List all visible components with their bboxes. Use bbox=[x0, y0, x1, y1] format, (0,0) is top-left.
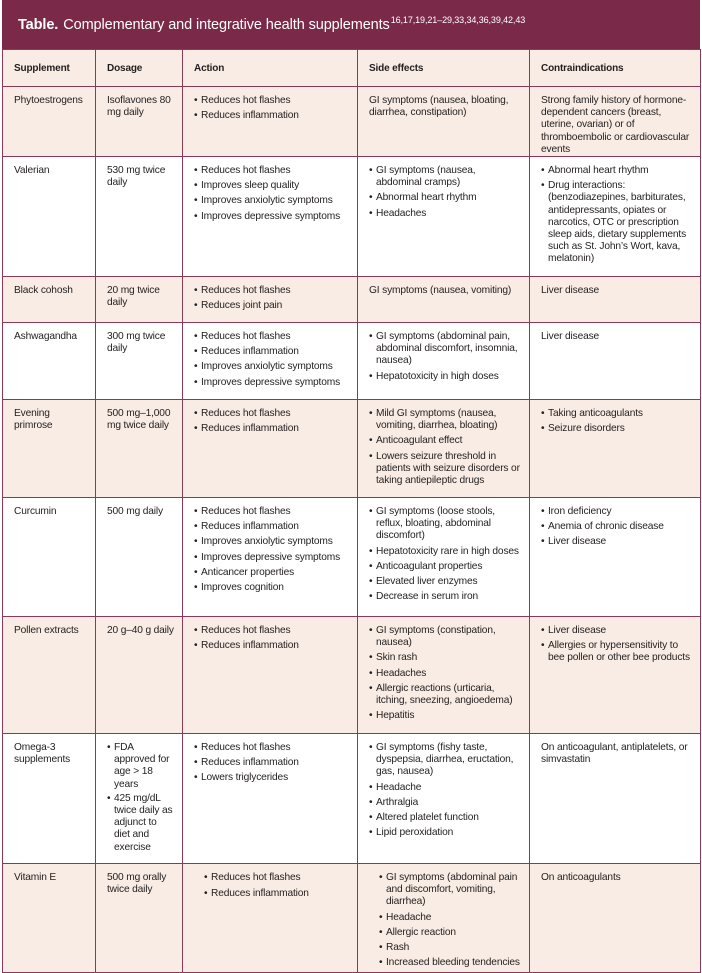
contraindication-item: • Allergies or hypersensitivity to bee pollen or other bee products bbox=[541, 640, 692, 664]
action-item: • Reduces hot flashes bbox=[194, 742, 349, 754]
supplement-cell bbox=[3, 617, 96, 734]
contraindication-item: • Liver disease bbox=[541, 536, 692, 548]
dosage-cell bbox=[96, 277, 183, 323]
side-effect-item: • Arthralgia bbox=[369, 797, 521, 809]
supplement-name: Evening primrose bbox=[14, 408, 53, 432]
action-cell bbox=[183, 734, 358, 864]
contraindications-cell bbox=[530, 277, 701, 323]
contraindication-item: • Seizure disorders bbox=[541, 423, 692, 435]
side-effects-cell bbox=[358, 864, 530, 973]
contraindication-item: • Drug interactions: (benzodiazepines, barbiturates, antidepressants, opiates or narcotics, OTC or prescription sleep aids, dietary supplements such as St. John’s Wort, kava, melatonin) bbox=[541, 180, 692, 265]
contraindication-text: On anticoagulants bbox=[541, 872, 621, 884]
supplement-name: Vitamin E bbox=[14, 872, 57, 884]
side-effects-cell bbox=[358, 277, 530, 323]
side-effects-cell bbox=[358, 87, 530, 157]
contraindication-text: On anticoagulant, antiplatelets, or simvastatin bbox=[541, 742, 688, 766]
side-effect-item: • GI symptoms (abdominal pain, abdominal discomfort, insomnia, nausea) bbox=[369, 331, 521, 368]
side-effects-cell bbox=[358, 400, 530, 498]
action-item: • Improves depressive symptoms bbox=[194, 377, 349, 389]
side-effect-item: • Allergic reaction bbox=[379, 927, 521, 939]
action-cell bbox=[183, 87, 358, 157]
action-item: • Anticancer properties bbox=[194, 567, 349, 579]
action-item: • Improves depressive symptoms bbox=[194, 211, 349, 223]
action-item: • Reduces hot flashes bbox=[194, 408, 349, 420]
supplement-cell bbox=[3, 498, 96, 617]
action-item: • Improves cognition bbox=[194, 582, 349, 594]
action-item: • Reduces hot flashes bbox=[204, 872, 349, 884]
supplement-cell bbox=[3, 277, 96, 323]
side-effect-item: • GI symptoms (fishy taste, dyspepsia, diarrhea, eructation, gas, nausea) bbox=[369, 742, 521, 779]
table-body bbox=[3, 87, 701, 973]
side-effect-item: • Hepatotoxicity rare in high doses bbox=[369, 546, 521, 558]
dosage-cell bbox=[96, 864, 183, 973]
action-item: • Reduces inflammation bbox=[194, 521, 349, 533]
dosage-cell bbox=[96, 734, 183, 864]
supplement-name: Black cohosh bbox=[14, 285, 73, 297]
side-effect-item: • Lipid peroxidation bbox=[369, 827, 521, 839]
table-row bbox=[3, 617, 701, 734]
side-effect-item: • Headache bbox=[379, 912, 521, 924]
side-effect-list bbox=[369, 165, 521, 220]
side-effects-text: GI symptoms (nausea, bloating, diarrhea, constipation) bbox=[369, 95, 509, 119]
side-effect-item: • Elevated liver enzymes bbox=[369, 576, 521, 588]
action-item: • Reduces inflammation bbox=[194, 110, 349, 122]
action-list bbox=[194, 506, 349, 594]
table-row bbox=[3, 400, 701, 498]
side-effect-item: • Headache bbox=[369, 782, 521, 794]
table-row bbox=[3, 734, 701, 864]
dosage-text: Isoflavones 80 mg daily bbox=[107, 95, 171, 119]
side-effect-item: • GI symptoms (constipation, nausea) bbox=[369, 625, 521, 649]
action-cell bbox=[183, 323, 358, 400]
contraindication-list bbox=[541, 165, 692, 266]
supplement-cell bbox=[3, 323, 96, 400]
supplement-cell bbox=[3, 734, 96, 864]
contraindication-list bbox=[541, 506, 692, 549]
contraindication-item: • Abnormal heart rhythm bbox=[541, 165, 692, 177]
action-list bbox=[194, 408, 349, 435]
header-row bbox=[3, 50, 701, 87]
side-effect-item: • Hepatitis bbox=[369, 710, 521, 722]
side-effect-item: • Increased bleeding tendencies bbox=[379, 957, 521, 969]
supplement-cell bbox=[3, 87, 96, 157]
action-cell bbox=[183, 157, 358, 277]
side-effect-item: • Allergic reactions (urticaria, itching, sneezing, angioedema) bbox=[369, 683, 521, 707]
action-cell bbox=[183, 498, 358, 617]
contraindications-cell bbox=[530, 864, 701, 973]
action-item: • Reduces inflammation bbox=[194, 640, 349, 652]
column-header-supplement: Supplement bbox=[3, 50, 96, 87]
action-list bbox=[194, 285, 349, 312]
side-effect-item: • Abnormal heart rhythm bbox=[369, 192, 521, 204]
side-effect-list bbox=[369, 506, 521, 603]
contraindications-cell bbox=[530, 400, 701, 498]
contraindications-cell bbox=[530, 157, 701, 277]
column-header-action: Action bbox=[183, 50, 358, 87]
contraindications-cell bbox=[530, 498, 701, 617]
action-list bbox=[194, 625, 349, 652]
side-effect-item: • Anticoagulant properties bbox=[369, 561, 521, 573]
contraindication-item: • Anemia of chronic disease bbox=[541, 521, 692, 533]
side-effect-list bbox=[369, 408, 521, 487]
action-item: • Improves anxiolytic symptoms bbox=[194, 361, 349, 373]
table-row bbox=[3, 323, 701, 400]
action-item: • Reduces hot flashes bbox=[194, 506, 349, 518]
contraindications-cell bbox=[530, 734, 701, 864]
side-effect-item: • Rash bbox=[379, 942, 521, 954]
supplement-name: Ashwagandha bbox=[14, 331, 77, 343]
dosage-cell bbox=[96, 323, 183, 400]
dosage-list bbox=[107, 742, 174, 854]
side-effects-cell bbox=[358, 157, 530, 277]
table-row bbox=[3, 498, 701, 617]
dosage-cell bbox=[96, 157, 183, 277]
action-list bbox=[194, 95, 349, 122]
column-header-side-effects: Side effects bbox=[358, 50, 530, 87]
table-title-references: 16,17,19,21–29,33,34,36,39,42,43 bbox=[390, 14, 526, 25]
action-item: • Reduces inflammation bbox=[194, 757, 349, 769]
supplement-cell bbox=[3, 400, 96, 498]
action-item: • Reduces hot flashes bbox=[194, 285, 349, 297]
side-effects-text: GI symptoms (nausea, vomiting) bbox=[369, 285, 512, 297]
contraindications-cell bbox=[530, 87, 701, 157]
action-item: • Reduces inflammation bbox=[194, 346, 349, 358]
contraindication-item: • Liver disease bbox=[541, 625, 692, 637]
column-header-dosage: Dosage bbox=[96, 50, 183, 87]
supplement-name: Omega-3 supplements bbox=[14, 742, 71, 766]
dosage-text: 500 mg orally twice daily bbox=[107, 872, 167, 896]
dosage-text: 530 mg twice daily bbox=[107, 165, 166, 189]
action-list bbox=[194, 742, 349, 785]
action-item: • Reduces joint pain bbox=[194, 300, 349, 312]
supplement-name: Curcumin bbox=[14, 506, 57, 518]
supplement-cell bbox=[3, 864, 96, 973]
table-title bbox=[2, 0, 700, 49]
contraindication-item: • Taking anticoagulants bbox=[541, 408, 692, 420]
side-effect-item: • Mild GI symptoms (nausea, vomiting, diarrhea, bloating) bbox=[369, 408, 521, 432]
action-list bbox=[194, 331, 349, 389]
table-row bbox=[3, 277, 701, 323]
action-list bbox=[194, 165, 349, 223]
dosage-text: 500 mg–1,000 mg twice daily bbox=[107, 408, 171, 432]
side-effects-cell bbox=[358, 617, 530, 734]
table-title-label: Table. bbox=[18, 16, 59, 33]
supplement-cell bbox=[3, 157, 96, 277]
column-header-contraindications: Contraindications bbox=[530, 50, 701, 87]
action-list bbox=[194, 872, 349, 900]
dosage-item: • 425 mg/dL twice daily as adjunct to diet and exercise bbox=[107, 793, 174, 854]
contraindication-list bbox=[541, 408, 692, 435]
side-effect-item: • Skin rash bbox=[369, 652, 521, 664]
action-item: • Improves depressive symptoms bbox=[194, 552, 349, 564]
contraindication-item: • Iron deficiency bbox=[541, 506, 692, 518]
action-item: • Improves anxiolytic symptoms bbox=[194, 536, 349, 548]
dosage-cell bbox=[96, 400, 183, 498]
supplement-name: Valerian bbox=[14, 165, 50, 177]
side-effects-cell bbox=[358, 498, 530, 617]
action-item: • Reduces hot flashes bbox=[194, 95, 349, 107]
action-item: • Reduces inflammation bbox=[194, 423, 349, 435]
side-effect-list bbox=[369, 872, 521, 969]
contraindication-list bbox=[541, 625, 692, 665]
action-cell bbox=[183, 617, 358, 734]
contraindication-text: Liver disease bbox=[541, 285, 600, 297]
table-row bbox=[3, 157, 701, 277]
action-item: • Reduces hot flashes bbox=[194, 331, 349, 343]
supplements-table bbox=[2, 49, 701, 973]
contraindication-text: Strong family history of hormone-dependent cancers (breast, uterine, ovarian) or of thromboembolic or cardiovascular events bbox=[541, 95, 690, 155]
side-effect-list bbox=[369, 331, 521, 383]
action-cell bbox=[183, 864, 358, 973]
action-cell bbox=[183, 400, 358, 498]
side-effect-item: • Lowers seizure threshold in patients with seizure disorders or taking antiepileptic drugs bbox=[369, 451, 521, 488]
dosage-text: 20 mg twice daily bbox=[107, 285, 160, 309]
action-item: • Reduces inflammation bbox=[204, 888, 349, 900]
side-effect-item: • GI symptoms (nausea, abdominal cramps) bbox=[369, 165, 521, 189]
side-effect-item: • GI symptoms (abdominal pain and discomfort, vomiting, diarrhea) bbox=[369, 872, 521, 909]
dosage-text: 300 mg twice daily bbox=[107, 331, 166, 355]
dosage-text: 500 mg daily bbox=[107, 506, 163, 518]
side-effect-item: • Anticoagulant effect bbox=[369, 435, 521, 447]
action-cell bbox=[183, 277, 358, 323]
side-effects-cell bbox=[358, 323, 530, 400]
supplement-name: Pollen extracts bbox=[14, 625, 79, 637]
dosage-cell bbox=[96, 498, 183, 617]
contraindication-text: Liver disease bbox=[541, 331, 600, 343]
side-effect-list bbox=[369, 742, 521, 839]
contraindications-cell bbox=[530, 323, 701, 400]
action-item: • Lowers triglycerides bbox=[194, 772, 349, 784]
side-effect-item: • Hepatotoxicity in high doses bbox=[369, 371, 521, 383]
table-row bbox=[3, 864, 701, 973]
dosage-text: 20 g–40 g daily bbox=[107, 625, 174, 637]
table-row bbox=[3, 87, 701, 157]
supplement-name: Phytoestrogens bbox=[14, 95, 83, 106]
action-item: • Improves sleep quality bbox=[194, 180, 349, 192]
action-item: • Reduces hot flashes bbox=[194, 165, 349, 177]
dosage-cell bbox=[96, 87, 183, 157]
side-effects-cell bbox=[358, 734, 530, 864]
dosage-cell bbox=[96, 617, 183, 734]
table-title-text: Complementary and integrative health supplements bbox=[63, 16, 390, 33]
side-effect-item: • Headaches bbox=[369, 668, 521, 680]
contraindications-cell bbox=[530, 617, 701, 734]
side-effect-item: • GI symptoms (loose stools, reflux, bloating, abdominal discomfort) bbox=[369, 506, 521, 543]
side-effect-item: • Decrease in serum iron bbox=[369, 591, 521, 603]
side-effect-list bbox=[369, 625, 521, 722]
dosage-item: • FDA approved for age > 18 years bbox=[107, 742, 174, 791]
action-item: • Improves anxiolytic symptoms bbox=[194, 195, 349, 207]
action-item: • Reduces hot flashes bbox=[194, 625, 349, 637]
side-effect-item: • Headaches bbox=[369, 208, 521, 220]
side-effect-item: • Altered platelet function bbox=[369, 812, 521, 824]
